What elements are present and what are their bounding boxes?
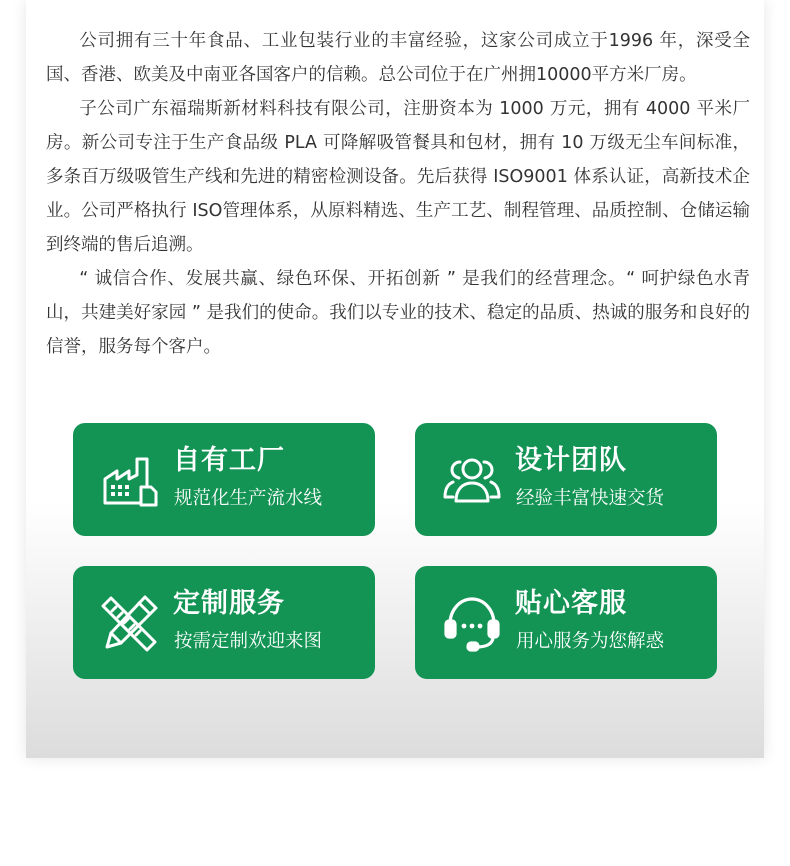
company-intro (46, 24, 750, 364)
feature-title: 自有工厂 (173, 445, 285, 476)
feature-tile-factory (73, 423, 375, 536)
factory-icon (101, 451, 159, 509)
feature-tile-support (415, 566, 717, 679)
feature-tile-custom (73, 566, 375, 679)
headset-icon (443, 594, 501, 652)
feature-title: 定制服务 (173, 588, 285, 619)
feature-subtitle: 经验丰富快速交货 (516, 488, 665, 509)
intro-paragraph: “ 诚信合作、发展共赢、绿色环保、开拓创新 ” 是我们的经营理念。“ 呵护绿色水青山，共建美好家园 ” 是我们的使命。我们以专业的技术、稳定的品质、热诚的服务和良好的信誉，服务每个客户。 (46, 269, 750, 357)
pencil-ruler-icon (101, 594, 159, 652)
team-icon (443, 451, 501, 509)
feature-subtitle: 用心服务为您解惑 (516, 631, 665, 652)
intro-paragraph: 子公司广东福瑞斯新材料科技有限公司，注册资本为 1000 万元，拥有 4000 平米厂房。新公司专注于生产食品级 PLA 可降解吸管餐具和包材，拥有 10 万级无尘车间标准，多条百万级吸管生产线和先进的精密检测设备。先后获得 ISO9001 体系认证，高新技术企业。公司严格执行 ISO管理体系，从原料精选、生产工艺、制程管理、品质控制、仓储运输到终端的售后追溯。 (46, 99, 750, 255)
feature-subtitle: 按需定制欢迎来图 (174, 631, 323, 652)
feature-title: 贴心客服 (515, 588, 627, 619)
intro-paragraph: 公司拥有三十年食品、工业包装行业的丰富经验，这家公司成立于1996 年，深受全国、香港、欧美及中南亚各国客户的信赖。总公司位于在广州拥10000平方米厂房。 (46, 31, 750, 85)
feature-tile-team (415, 423, 717, 536)
feature-subtitle: 规范化生产流水线 (174, 488, 323, 509)
feature-title: 设计团队 (515, 445, 627, 476)
